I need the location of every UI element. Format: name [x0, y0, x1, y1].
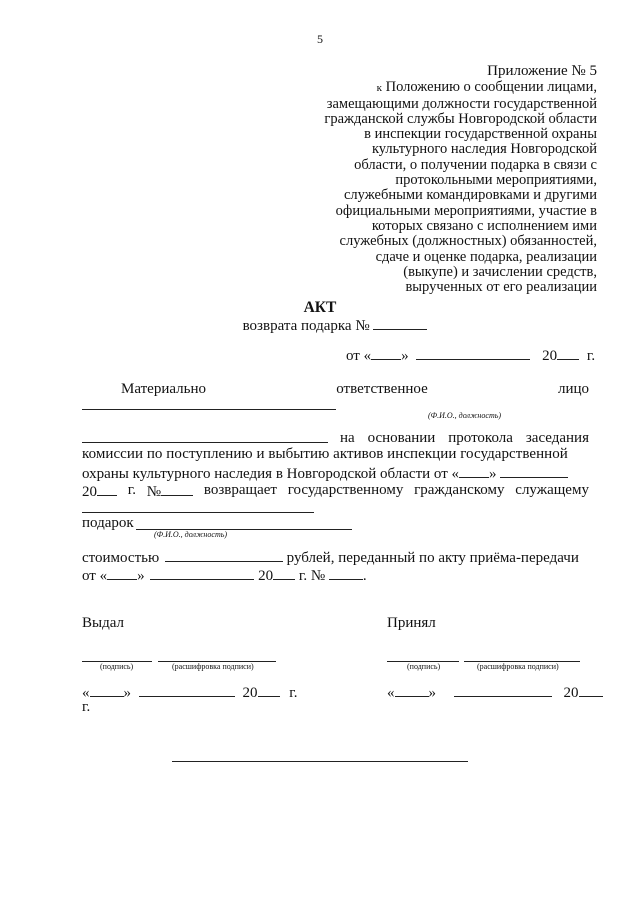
appendix-line: служебными командировками и другими [343, 187, 597, 204]
issued-date-wrap: г. [82, 699, 91, 715]
transfer-year-field[interactable] [273, 566, 295, 580]
protocol-number-field[interactable] [161, 482, 193, 496]
appendix-line: которых связано с исполнением ими [371, 217, 597, 234]
received-year-field[interactable] [579, 683, 603, 697]
word: Материально [121, 381, 206, 397]
word: ответственное [336, 381, 428, 397]
act-date: от « » 20 г. [346, 348, 596, 364]
fio-hint-2: (Ф.И.О., должность) [154, 530, 228, 539]
sign-hint: (подпись) [407, 662, 441, 671]
appendix-title: Приложение № 5 [487, 63, 597, 79]
appendix-k: к [376, 82, 383, 95]
transfer-day-field[interactable] [107, 566, 137, 580]
appendix-line: области, о получении подарка в связи с [354, 156, 597, 173]
appendix-line: замещающими должности государственной [326, 95, 597, 112]
day-field[interactable] [371, 346, 401, 360]
commission-field[interactable] [82, 442, 328, 443]
appendix-line: сдаче и оценке подарка, реализации [375, 248, 597, 265]
fio-field-1[interactable] [82, 409, 336, 410]
responsible-line [121, 381, 589, 398]
cost-field[interactable] [165, 548, 283, 562]
appendix-line: (выкупе) и зачислении средств, [403, 263, 597, 280]
protocol-month-field[interactable] [500, 464, 568, 478]
act-title: АКТ [303, 299, 337, 316]
appendix-line: к Положению о сообщении лицами, [376, 79, 597, 96]
year-field[interactable] [557, 346, 579, 360]
act-subtitle: возврата подарка № [0, 316, 640, 335]
transfer-month-field[interactable] [150, 566, 254, 580]
protocol-day-field[interactable] [459, 464, 489, 478]
issued-year-field[interactable] [258, 683, 280, 697]
employee-field[interactable] [82, 512, 314, 513]
footer-divider [172, 761, 468, 762]
sign-hint: (подпись) [100, 662, 134, 671]
page-number: 5 [317, 32, 323, 46]
issued-day-field[interactable] [90, 683, 124, 697]
issued-month-field[interactable] [139, 683, 235, 697]
issued-date: « » 20 г. [82, 685, 298, 701]
month-field[interactable] [416, 346, 530, 360]
gift-label: подарок [82, 515, 134, 531]
fio-hint: (Ф.И.О., должность) [428, 411, 502, 420]
decode-hint: (расшифровка подписи) [172, 662, 254, 671]
issued-label: Выдал [82, 615, 124, 631]
transfer-line: от « » 20 г. № . [82, 568, 367, 584]
appendix-line: служебных (должностных) обязанностей, [339, 233, 597, 250]
decode-hint: (расшифровка подписи) [477, 662, 559, 671]
act-number-field[interactable] [373, 316, 427, 330]
appendix-block [277, 64, 597, 295]
appendix-line: вырученных от его реализации [405, 279, 597, 296]
word: лицо [557, 381, 589, 397]
body-line: охраны культурного наследия в Новгородской области от « » [82, 464, 568, 483]
appendix-line: в инспекции государственной охраны [364, 126, 597, 143]
body-line: комиссии по поступлению и выбытию активов инспекции государственной [82, 446, 568, 462]
transfer-number-field[interactable] [329, 566, 363, 580]
received-label: Принял [387, 615, 436, 631]
appendix-line: гражданской службы Новгородской области [324, 110, 597, 127]
return-line: 20 г. № возвращает государственному гражданскому служащему [82, 482, 589, 500]
appendix-line: официальными мероприятиями, участие в [335, 202, 597, 219]
basis-line: на основании протокола заседания [340, 430, 589, 446]
appendix-line: культурного наследия Новгородской [371, 141, 597, 158]
appendix-line: протокольными мероприятиями, [395, 172, 597, 189]
cost-line: стоимостью рублей, переданный по акту приёма-передачи [82, 550, 579, 566]
received-date: « » 20 [387, 683, 603, 702]
received-day-field[interactable] [395, 683, 429, 697]
protocol-year-field[interactable] [97, 482, 117, 496]
received-month-field[interactable] [454, 683, 552, 697]
